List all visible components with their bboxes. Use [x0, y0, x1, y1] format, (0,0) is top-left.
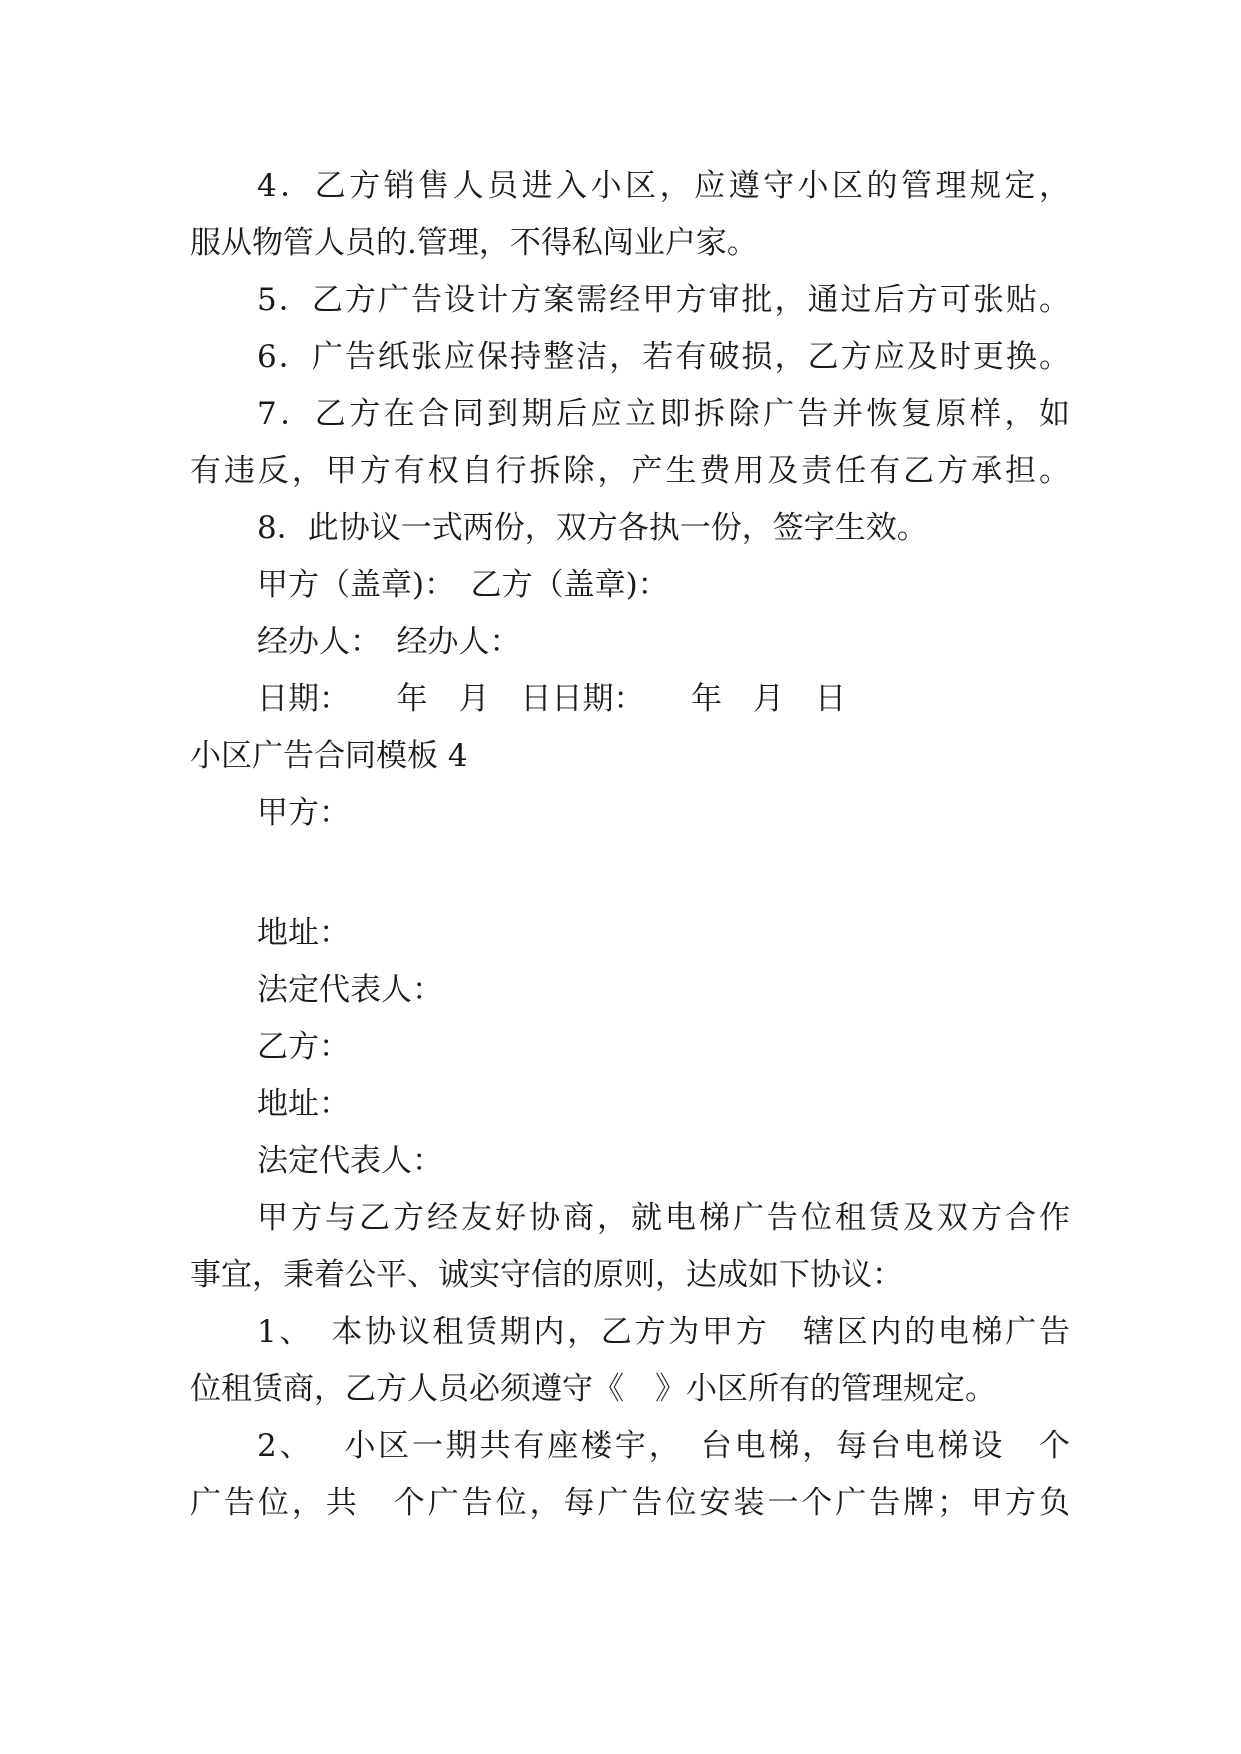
- handler-line: 经办人： 经办人：: [257, 624, 521, 660]
- clause-4-line-1: 4．乙方销售人员进入小区，应遵守小区的管理规定，: [257, 168, 1070, 204]
- party-a-address-label: 地址：: [257, 915, 350, 951]
- section-title: 小区广告合同模板 4: [190, 738, 468, 774]
- party-b-label: 乙方：: [257, 1029, 350, 1065]
- clause-7-line-2: 有违反，甲方有权自行拆除，产生费用及责任有乙方承担。: [190, 453, 1070, 489]
- article-1-line-2: 位租赁商，乙方人员必须遵守《 》小区所有的管理规定。: [190, 1371, 996, 1407]
- article-2-line-2: 广告位，共 个广告位，每广告位安装一个广告牌；甲方负: [190, 1485, 1070, 1521]
- clause-4-line-2: 服从物管人员的.管理，不得私闯业户家。: [190, 225, 758, 261]
- party-a-representative-label: 法定代表人：: [257, 972, 443, 1008]
- article-2-line-1: 2、 小区一期共有座楼宇， 台电梯，每台电梯设 个: [257, 1428, 1070, 1464]
- seal-line: 甲方（盖章)： 乙方（盖章)：: [257, 567, 669, 603]
- party-a-label: 甲方：: [257, 795, 350, 831]
- article-1-line-1: 1、 本协议租赁期内，乙方为甲方 辖区内的电梯广告: [257, 1314, 1070, 1350]
- preamble-line-1: 甲方与乙方经友好协商，就电梯广告位租赁及双方合作: [257, 1200, 1070, 1236]
- clause-5: 5．乙方广告设计方案需经甲方审批，通过后方可张贴。: [257, 282, 1070, 318]
- clause-8: 8．此协议一式两份，双方各执一份，签字生效。: [257, 510, 928, 546]
- party-b-address-label: 地址：: [257, 1086, 350, 1122]
- clause-6: 6．广告纸张应保持整洁，若有破损，乙方应及时更换。: [257, 339, 1070, 375]
- preamble-line-2: 事宜，秉着公平、诚实守信的原则，达成如下协议：: [190, 1257, 903, 1293]
- date-line: 日期： 年 月 日日期： 年 月 日: [257, 681, 846, 717]
- clause-7-line-1: 7．乙方在合同到期后应立即拆除广告并恢复原样，如: [257, 396, 1070, 432]
- party-b-representative-label: 法定代表人：: [257, 1143, 443, 1179]
